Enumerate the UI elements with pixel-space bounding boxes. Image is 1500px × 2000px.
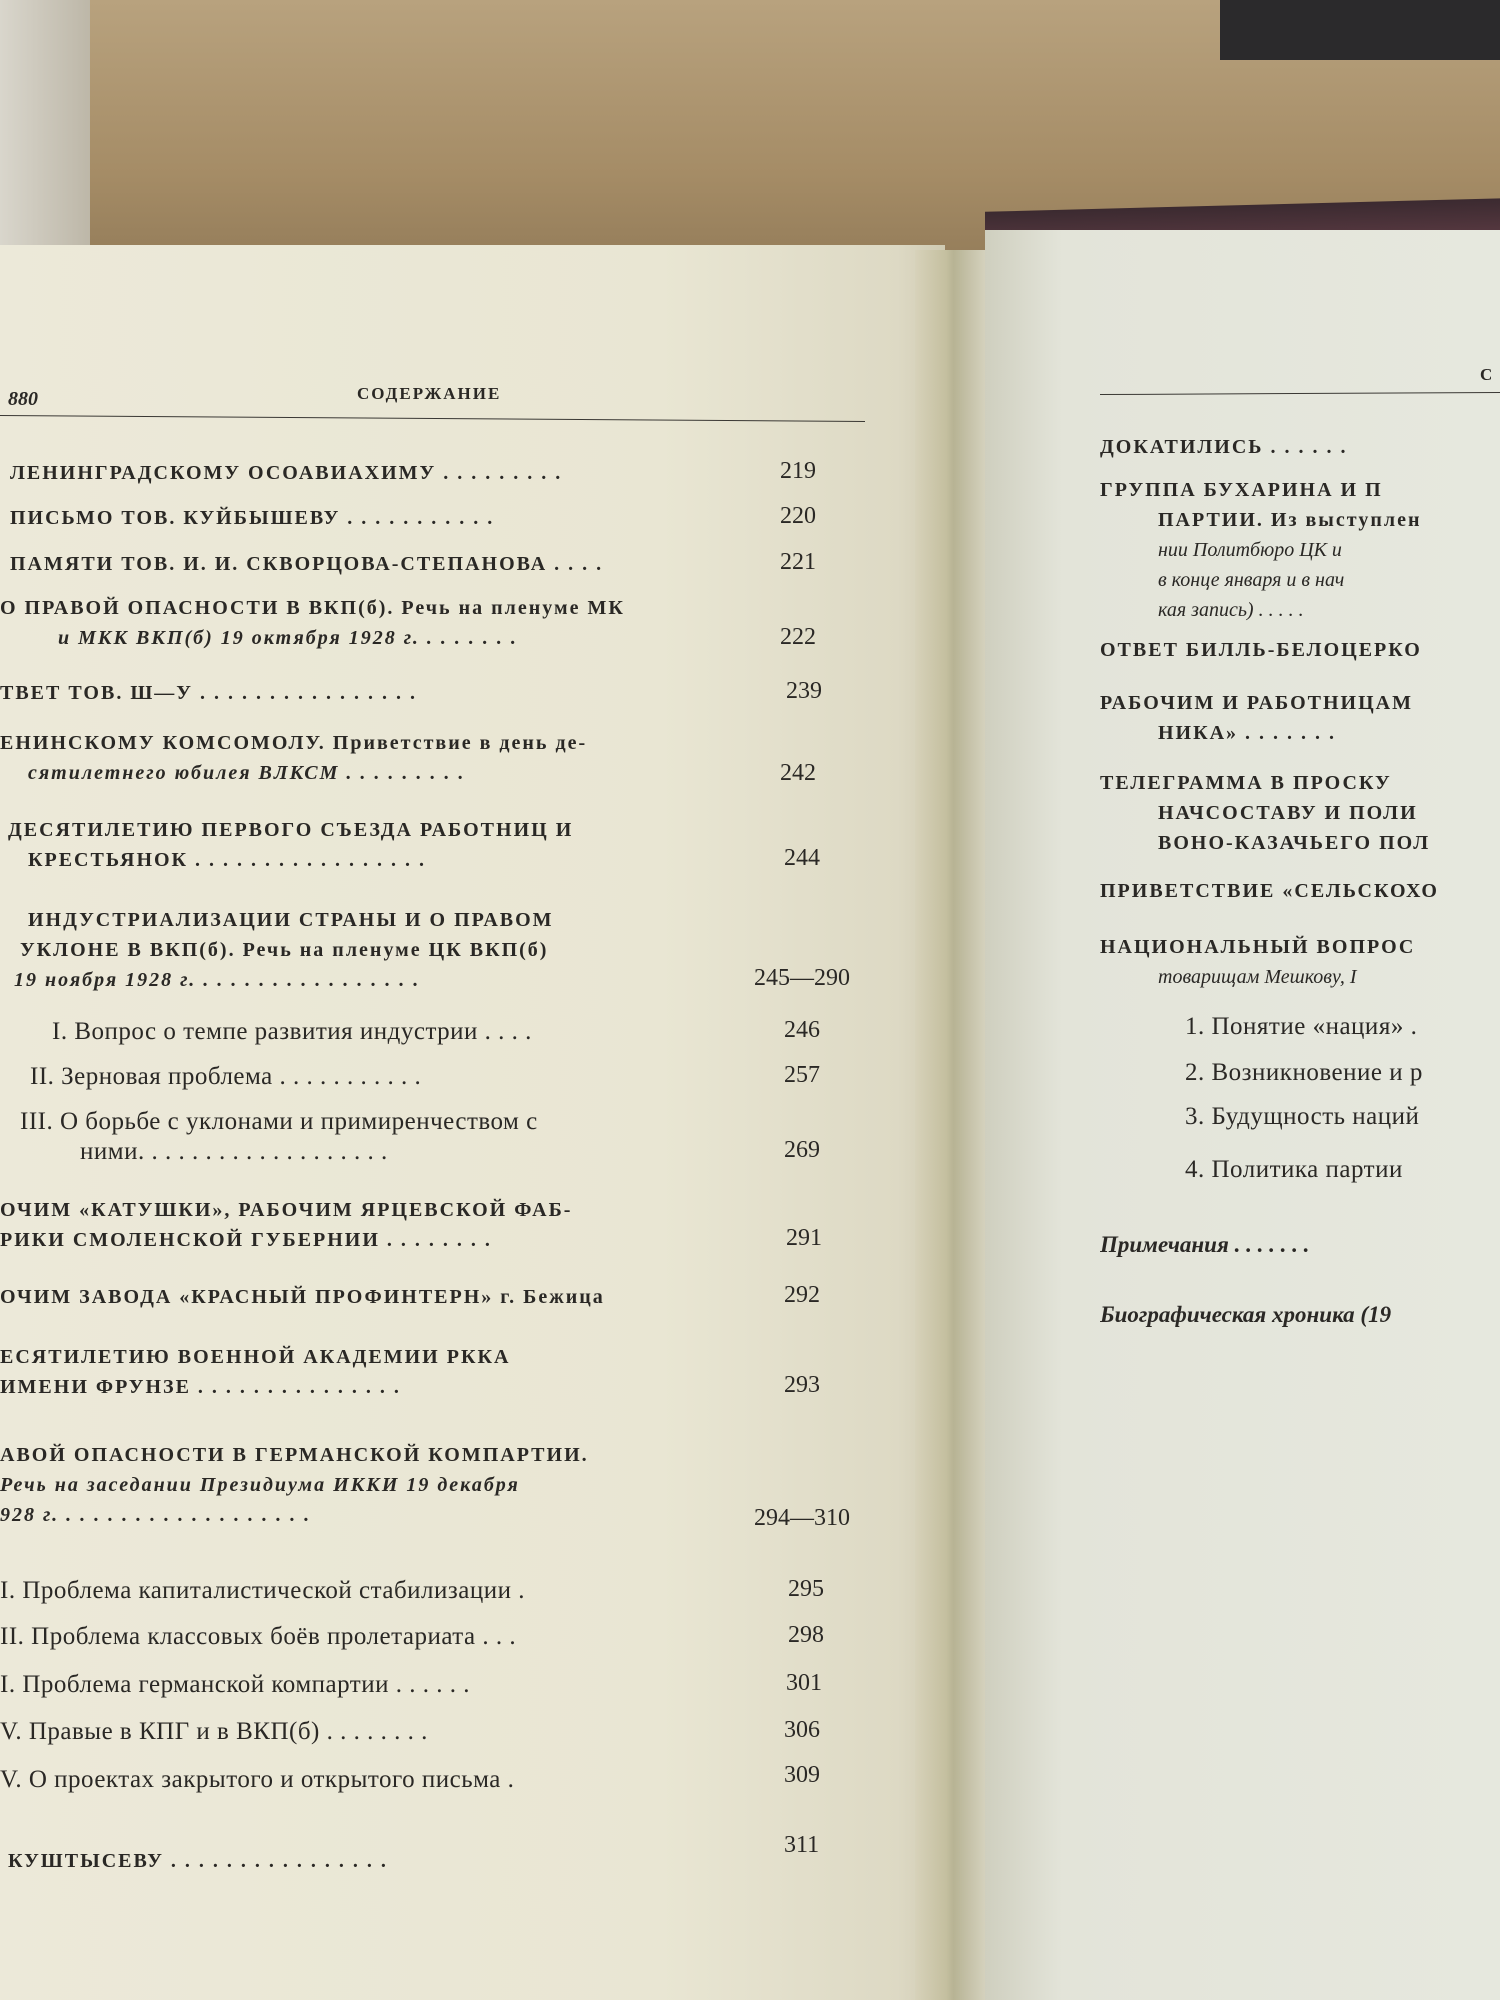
toc-page-ref: 239 bbox=[786, 678, 822, 704]
toc-entry bbox=[0, 1440, 760, 1530]
toc-page-ref: 269 bbox=[784, 1137, 820, 1163]
toc-entry-text: II. Зерновая проблема . . . . . . . . . . . bbox=[30, 1063, 422, 1090]
toc-subentry bbox=[20, 1107, 760, 1167]
toc-entry-text: и МКК ВКП(б) 19 октября 1928 г. . . . . . . . bbox=[58, 627, 518, 649]
toc-page-ref: 309 bbox=[784, 1762, 820, 1788]
toc-entry-text: РАБОЧИМ И РАБОТНИЦАМ bbox=[1100, 692, 1413, 714]
page-number: 880 bbox=[8, 388, 38, 410]
toc-entry-text: ТВЕТ ТОВ. Ш—У . . . . . . . . . . . . . . . . bbox=[0, 682, 417, 704]
toc-entry-text: ТЕЛЕГРАММА В ПРОСКУ bbox=[1100, 772, 1392, 794]
running-head: СОДЕРЖАНИЕ bbox=[357, 384, 502, 403]
toc-entry-text: РИКИ СМОЛЕНСКОЙ ГУБЕРНИИ . . . . . . . . bbox=[0, 1229, 492, 1251]
toc-entry-text: ИМЕНИ ФРУНЗЕ . . . . . . . . . . . . . . . bbox=[0, 1376, 401, 1398]
toc-subentry bbox=[0, 1670, 760, 1700]
toc-entry-text: НАЧСОСТАВУ И ПОЛИ bbox=[1158, 802, 1418, 824]
toc-entry bbox=[0, 678, 760, 708]
toc-entry-text: II. Проблема классовых боёв пролетариата . . . bbox=[0, 1623, 517, 1650]
toc-entry-text: V. Правые в КПГ и в ВКП(б) . . . . . . . . bbox=[0, 1718, 428, 1745]
toc-entry bbox=[10, 458, 770, 488]
running-head-right: С bbox=[1480, 365, 1495, 384]
toc-entry-text: ВОНО-КАЗАЧЬЕГО ПОЛ bbox=[1158, 832, 1431, 854]
toc-subentry bbox=[1185, 1155, 1500, 1185]
toc-entry-text: Примечания . . . . . . . bbox=[1100, 1232, 1310, 1257]
toc-page-ref: 298 bbox=[788, 1622, 824, 1648]
toc-page-ref: 301 bbox=[786, 1670, 822, 1696]
toc-entry-text: кая запись) . . . . . bbox=[1158, 599, 1304, 621]
toc-entry bbox=[0, 1195, 760, 1255]
toc-entry-text: АВОЙ ОПАСНОСТИ В ГЕРМАНСКОЙ КОМПАРТИИ. bbox=[0, 1444, 589, 1466]
toc-page-ref: 242 bbox=[780, 760, 816, 786]
toc-entry-text: ОЧИМ ЗАВОДА «КРАСНЫЙ ПРОФИНТЕРН» г. Бежица bbox=[0, 1286, 605, 1308]
toc-subentry bbox=[0, 1717, 760, 1747]
toc-entry-text: ЕНИНСКОМУ КОМСОМОЛУ. Приветствие в день де- bbox=[0, 732, 588, 754]
toc-entry-text: ними. . . . . . . . . . . . . . . . . . . bbox=[80, 1138, 388, 1165]
toc-entry-text: УКЛОНЕ В ВКП(б). Речь на пленуме ЦК ВКП(б) bbox=[20, 939, 549, 961]
toc-entry bbox=[1100, 1300, 1500, 1330]
toc-entry-text: нии Политбюро ЦК и bbox=[1158, 539, 1342, 561]
toc-entry bbox=[0, 728, 760, 788]
toc-entry-text: ИНДУСТРИАЛИЗАЦИИ СТРАНЫ И О ПРАВОМ bbox=[28, 909, 554, 931]
toc-entry-text: Речь на заседании Президиума ИККИ 19 декабря bbox=[0, 1474, 520, 1496]
toc-entry-text: I. Вопрос о темпе развития индустрии . . . . bbox=[52, 1018, 532, 1045]
toc-page-ref: 221 bbox=[780, 549, 816, 575]
toc-entry-text: 928 г. . . . . . . . . . . . . . . . . . . bbox=[0, 1504, 312, 1526]
toc-subentry bbox=[0, 1622, 760, 1652]
toc-entry bbox=[10, 549, 770, 579]
toc-page-ref: 311 bbox=[784, 1832, 820, 1858]
toc-entry-text: III. О борьбе с уклонами и примиренчеством с bbox=[20, 1108, 538, 1135]
toc-entry bbox=[8, 1846, 768, 1876]
toc-page-ref: 245—290 bbox=[754, 965, 850, 991]
toc-entry bbox=[1100, 768, 1500, 858]
toc-entry-text: НАЦИОНАЛЬНЫЙ ВОПРОС bbox=[1100, 936, 1416, 958]
toc-entry-text: О ПРАВОЙ ОПАСНОСТИ В ВКП(б). Речь на пленуме МК bbox=[0, 597, 625, 619]
toc-entry-text: ПАРТИИ. Из выступлен bbox=[1158, 509, 1422, 531]
toc-entry-text: ЛЕНИНГРАДСКОМУ ОСОАВИАХИМУ . . . . . . . . . bbox=[10, 462, 563, 484]
toc-entry bbox=[1100, 876, 1500, 906]
toc-page-ref: 306 bbox=[784, 1717, 820, 1743]
toc-entry-text: КРЕСТЬЯНОК . . . . . . . . . . . . . . . . . bbox=[28, 849, 427, 871]
toc-entry-text: сятилетнего юбилея ВЛКСМ . . . . . . . . . bbox=[28, 762, 466, 784]
toc-page-ref: 219 bbox=[780, 458, 816, 484]
toc-entry bbox=[1100, 432, 1500, 462]
toc-subentry bbox=[30, 1062, 750, 1092]
toc-entry-text: НИКА» . . . . . . . bbox=[1158, 722, 1337, 744]
toc-subentry bbox=[1185, 1102, 1500, 1132]
toc-entry bbox=[14, 905, 780, 995]
toc-page-ref: 257 bbox=[784, 1062, 820, 1088]
toc-page-ref: 295 bbox=[788, 1576, 824, 1602]
toc-entry bbox=[8, 815, 768, 875]
toc-entry-text: ОЧИМ «КАТУШКИ», РАБОЧИМ ЯРЦЕВСКОЙ ФАБ- bbox=[0, 1199, 573, 1221]
toc-entry-text: 2. Возникновение и р bbox=[1185, 1059, 1423, 1086]
toc-page-ref: 294—310 bbox=[754, 1505, 850, 1531]
toc-entry-text: ПИСЬМО ТОВ. КУЙБЫШЕВУ . . . . . . . . . . . bbox=[10, 507, 495, 529]
toc-subentry bbox=[52, 1017, 752, 1047]
toc-page-ref: 246 bbox=[784, 1017, 820, 1043]
toc-entry-text: КУШТЫСЕВУ . . . . . . . . . . . . . . . . bbox=[8, 1850, 388, 1872]
toc-page-ref: 220 bbox=[780, 503, 816, 529]
toc-page-ref: 244 bbox=[784, 845, 820, 871]
toc-right bbox=[1100, 0, 1500, 2000]
toc-subentry bbox=[1185, 1012, 1500, 1042]
toc-entry-text: ОТВЕТ БИЛЛЬ-БЕЛОЦЕРКО bbox=[1100, 639, 1422, 661]
toc-entry-text: в конце января и в нач bbox=[1158, 569, 1345, 591]
toc-entry-text: товарищам Мешкову, I bbox=[1158, 966, 1357, 988]
toc-entry-text: V. О проектах закрытого и открытого письма . bbox=[0, 1766, 515, 1793]
toc-entry bbox=[1100, 688, 1500, 748]
toc-entry bbox=[0, 593, 760, 653]
toc-entry-text: I. Проблема германской компартии . . . . . . bbox=[0, 1671, 470, 1698]
toc-entry bbox=[1100, 475, 1500, 625]
toc-entry bbox=[1100, 1230, 1500, 1260]
toc-entry-text: ПАМЯТИ ТОВ. И. И. СКВОРЦОВА-СТЕПАНОВА . . . . bbox=[10, 553, 604, 575]
toc-entry-text: ДЕСЯТИЛЕТИЮ ПЕРВОГО СЪЕЗДА РАБОТНИЦ И bbox=[8, 819, 574, 841]
book-gutter bbox=[915, 250, 985, 2000]
toc-entry-text: ДОКАТИЛИСЬ . . . . . . bbox=[1100, 436, 1348, 458]
toc-subentry bbox=[1185, 1058, 1500, 1088]
toc-entry-text: 1. Понятие «нация» . bbox=[1185, 1013, 1418, 1040]
toc-entry bbox=[1100, 635, 1500, 665]
toc-entry bbox=[1100, 932, 1500, 992]
toc-page-ref: 222 bbox=[780, 624, 816, 650]
toc-entry-text: Биографическая хроника (19 bbox=[1100, 1302, 1392, 1327]
toc-entry bbox=[0, 1282, 770, 1312]
toc-page-ref: 293 bbox=[784, 1372, 820, 1398]
toc-page-ref: 292 bbox=[784, 1282, 820, 1308]
toc-subentry bbox=[0, 1576, 760, 1606]
toc-entry-text: 4. Политика партии bbox=[1185, 1156, 1403, 1183]
toc-entry bbox=[0, 1342, 760, 1402]
toc-subentry bbox=[0, 1765, 760, 1795]
toc-entry-text: ГРУППА БУХАРИНА И П bbox=[1100, 479, 1383, 501]
toc-entry bbox=[10, 503, 770, 533]
toc-entry-text: 3. Будущность наций bbox=[1185, 1103, 1420, 1130]
toc-entry-text: I. Проблема капиталистической стабилизации . bbox=[0, 1577, 526, 1604]
toc-page-ref: 291 bbox=[786, 1225, 822, 1251]
toc-entry-text: ПРИВЕТСТВИЕ «СЕЛЬСКОХО bbox=[1100, 880, 1439, 902]
toc-entry-text: ЕСЯТИЛЕТИЮ ВОЕННОЙ АКАДЕМИИ РККА bbox=[0, 1346, 511, 1368]
toc-entry-text: 19 ноября 1928 г. . . . . . . . . . . . . . . . . bbox=[14, 969, 421, 991]
